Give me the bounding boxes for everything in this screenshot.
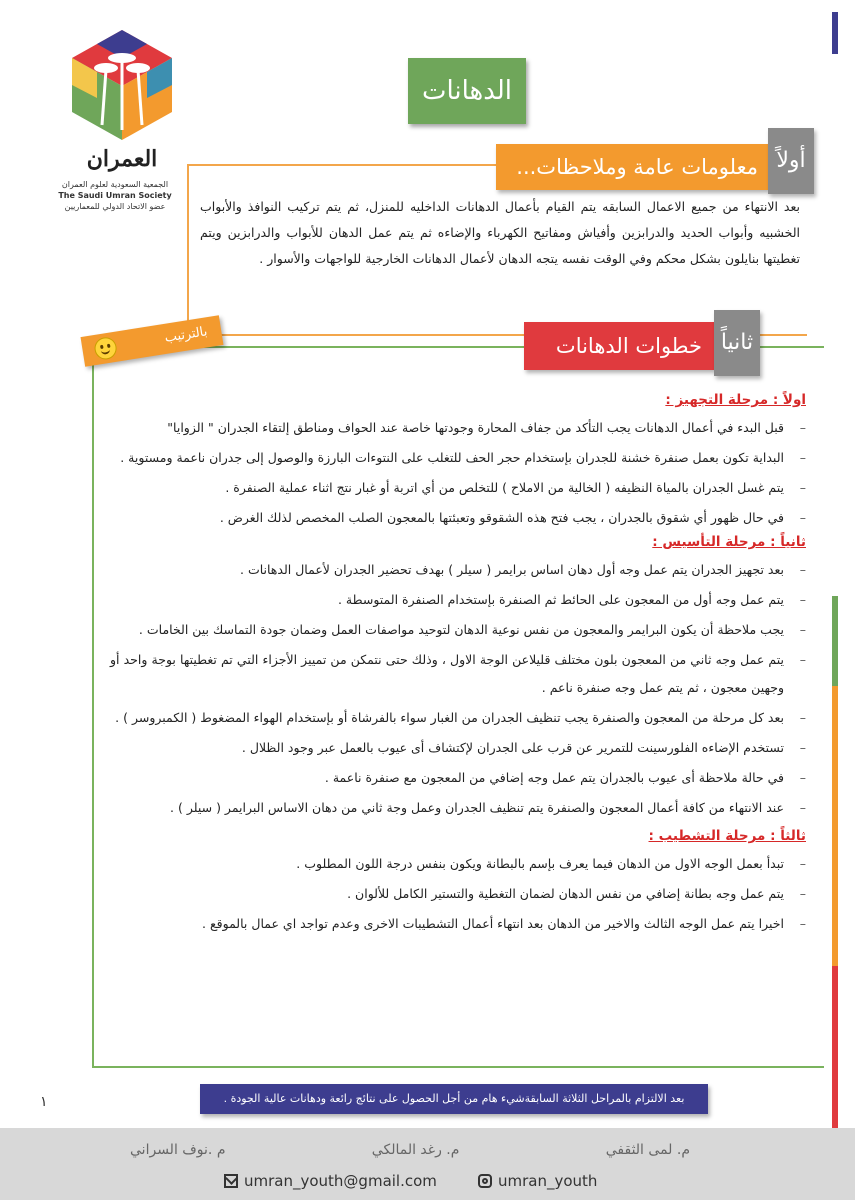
authors-row — [130, 1142, 690, 1158]
instagram-contact[interactable] — [478, 1172, 597, 1190]
color-strip-green — [832, 596, 838, 686]
step-item: – قبل البدء في أعمال الدهانات يجب التأكد من جفاف المحارة وجودتها خاصة عند الحواف ومناطق إلتقاء الجدران " الزوايا" — [110, 414, 806, 442]
email-contact[interactable] — [224, 1172, 437, 1190]
umran-logo-icon — [72, 30, 172, 140]
color-strip-orange — [832, 686, 838, 966]
phase-title-preparation: اولاً : مرحلة التجهيز : — [665, 392, 806, 408]
instagram-icon — [478, 1174, 492, 1188]
logo-line-english: The Saudi Umran Society — [58, 191, 172, 200]
step-item: – البداية تكون بعمل صنفرة خشنة للجدران بإستخدام حجر الحف للتغلب على النتوءات البارزة والوصول إلى جدران ناعمة ومستوية . — [110, 444, 806, 472]
steps-list — [110, 392, 806, 940]
section1-body: بعد الانتهاء من جميع الاعمال السابقه يتم القيام بأعمال الدهانات الداخليه للمنزل، ثم يتم تركيب النوافذ والأبواب الخشبيه وأبواب الحديد والدرابزين وأفياش ومفاتيح الكهرباء والإضاءه ثم يتم عمل الدهان للأبواب والدرابزين ويتم تغطيتها بنايلون بشكل محكم وفي الوقت نفسه يتجه الدهان لأعمال الدهانات الخارجية للواجهات والأسوار . — [200, 199, 800, 266]
step-item: – يتم عمل وجه ثاني من المعجون بلون مختلف قليلاعن الوجة الاول ، وذلك حتى نتمكن من تمييز الأجزاء التي تم تغطيتها بوجة واحد أو وجهين معجون ، ثم يتم عمل وجه صنفرة ناعم . — [110, 646, 806, 702]
page-title: الدهانات — [408, 58, 526, 124]
phase-title-finishing: ثالثاً : مرحلة التشطيب : — [648, 828, 806, 844]
step-item: – اخيرا يتم عمل الوجه الثالث والاخير من الدهان بعد انتهاء أعمال التشطيبات الاخرى وعدم تواجد اي عمال بالموقع . — [110, 910, 806, 938]
email-address: umran_youth@gmail.com — [244, 1172, 437, 1190]
logo-line-member: عضو الاتحاد الدولي للمعماريين — [64, 202, 166, 211]
author-name: م .نوف السراني — [130, 1142, 226, 1158]
step-item: – بعد كل مرحلة من المعجون والصنفرة يجب تنظيف الجدران من الغبار سواء بالفرشاة أو بإستخدام الهواء المضغوط ( الكمبروسر ) . — [110, 704, 806, 732]
step-item: – في حال ظهور أي شقوق بالجدران ، يجب فتح هذه الشقوقو وتعبئتها بالمعجون الصلب المخصص لذلك الغرض . — [110, 504, 806, 532]
color-strip-navy — [832, 12, 838, 54]
step-item: – يجب ملاحظة أن يكون البرايمر والمعجون من نفس نوعية الدهان لتوحيد مواصفات العمل وضمان جودة التماسك بين الخامات . — [110, 616, 806, 644]
step-item: – يتم غسل الجدران بالمياة النظيفه ( الخالية من الاملاح ) للتخلص من أي اتربة أو غبار نتج اثناء عملية الصنفرة . — [110, 474, 806, 502]
page-number: ١ — [40, 1094, 48, 1110]
quality-note: بعد الالتزام بالمراحل الثلاثة السابقةشيء هام من أجل الحصول على نتائج رائعة ودهانات عالية الجودة . — [200, 1084, 708, 1114]
step-item: – عند الانتهاء من كافة أعمال المعجون والصنفرة يتم تنظيف الجدران وعمل وجة ثاني من دهان الاساس البرايمر ( سيلر ) . — [110, 794, 806, 822]
logo-wordmark: العمران — [86, 146, 158, 172]
author-name: م. رغد المالكي — [371, 1142, 460, 1158]
author-name: م. لمى الثقفي — [605, 1142, 690, 1158]
section1-heading: معلومات عامة وملاحظات... — [496, 144, 768, 190]
section2-heading: خطوات الدهانات — [524, 322, 714, 370]
mail-icon — [224, 1174, 238, 1188]
section2-number: ثانياً — [714, 310, 760, 376]
instagram-handle: umran_youth — [498, 1172, 598, 1190]
step-item: – يتم عمل وجه بطانة إضافي من نفس الدهان لضمان التغطية والتستير الكامل للألوان . — [110, 880, 806, 908]
phase-title-foundation: ثانياً : مرحلة التأسيس : — [652, 534, 806, 550]
step-item: – تبدأ بعمل الوجه الاول من الدهان فيما يعرف بإسم بالبطانة ويكون بنفس درجة اللون المطلوب . — [110, 850, 806, 878]
order-tag-label: بالترتيب — [163, 324, 209, 346]
step-item: – تستخدم الإضاءه الفلورسينت للتمرير عن قرب على الجدران لإكتشاف أى عيوب بالعمل عبر وجود الظلال . — [110, 734, 806, 762]
step-item: – بعد تجهيز الجدران يتم عمل وجه أول دهان اساس برايمر ( سيلر ) بهدف تحضير الجدران لأعمال الدهانات . — [110, 556, 806, 584]
step-item: – يتم عمل وجه أول من المعجون على الحائط ثم الصنفرة بإستخدام الصنفرة المتوسطة . — [110, 586, 806, 614]
section1-number: أولاً — [768, 128, 814, 194]
logo-line-arabic: الجمعية السعودية لعلوم العمران — [61, 180, 169, 189]
step-item: – في حالة ملاحظة أى عيوب بالجدران يتم عمل وجه إضافي من المعجون مع صنفرة ناعمة . — [110, 764, 806, 792]
smiley-icon — [93, 336, 118, 361]
